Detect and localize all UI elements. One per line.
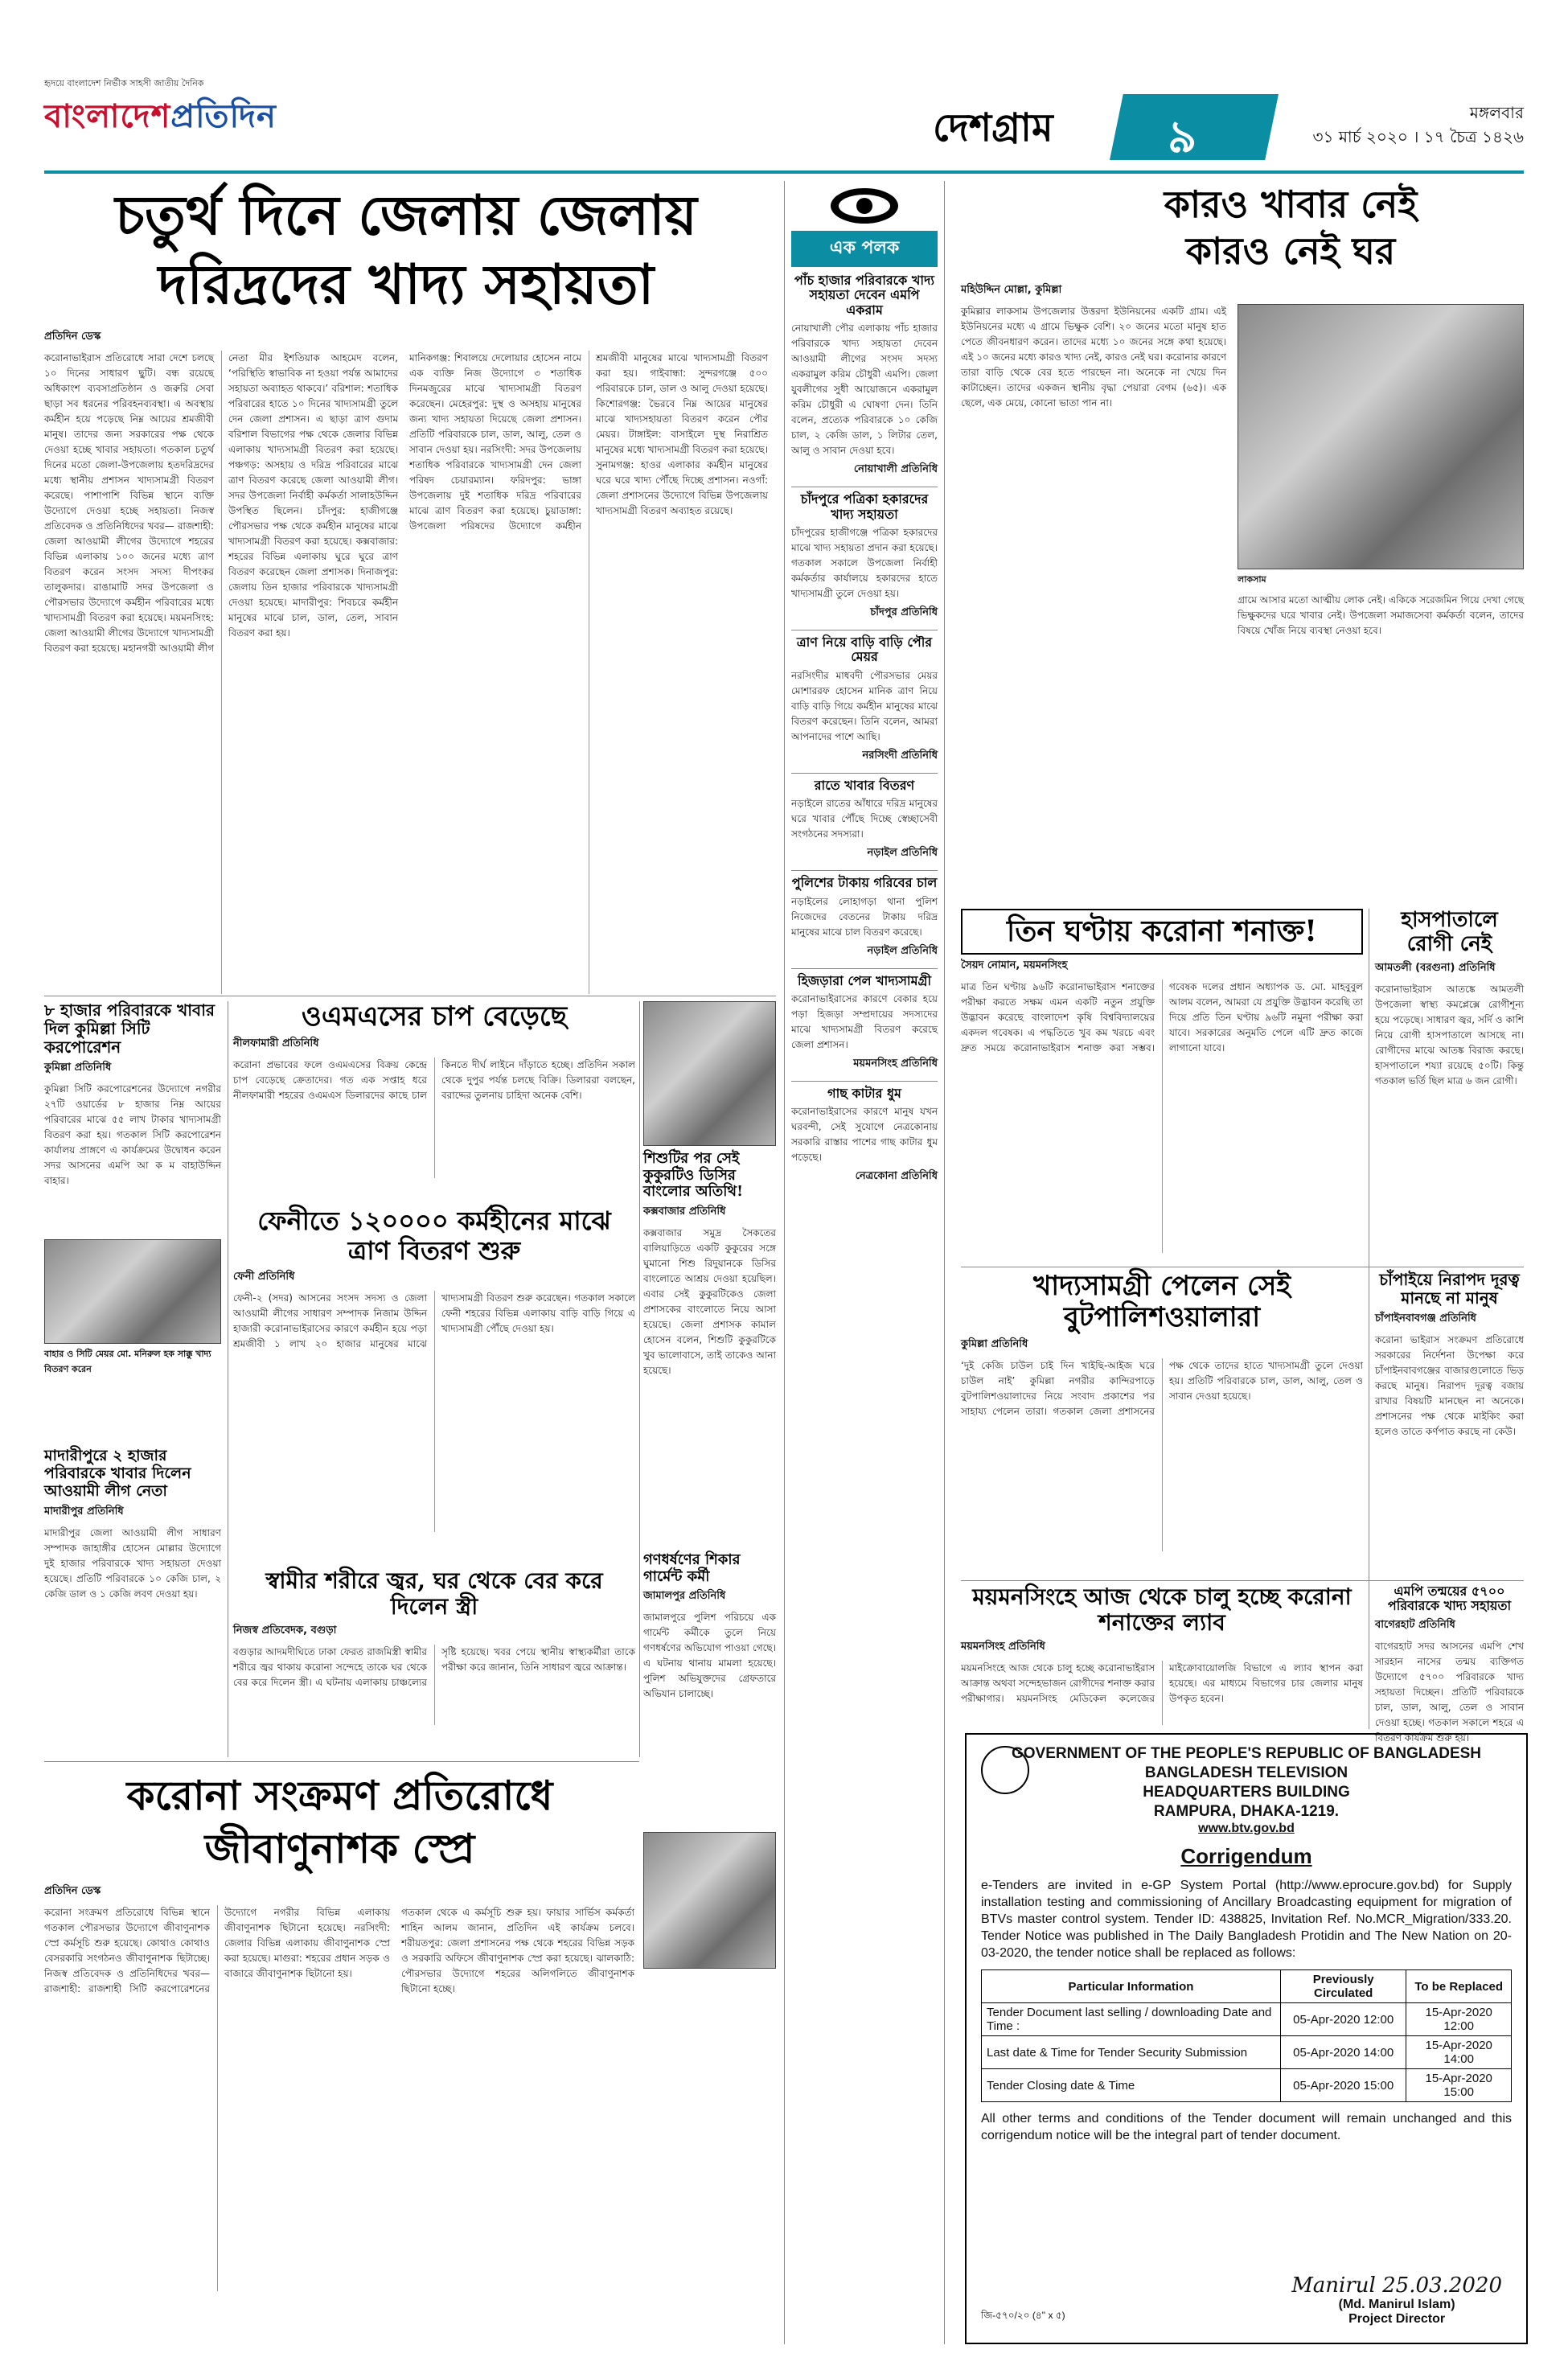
mymensingh-lab-byline: ময়মনসিংহ প্রতিনিধি bbox=[961, 1641, 1045, 1653]
corr-org-line3: HEADQUARTERS BUILDING bbox=[1143, 1784, 1350, 1801]
section-label: দেশগ্রাম bbox=[933, 105, 1053, 150]
corr-signer-title: Project Director bbox=[1348, 2312, 1446, 2326]
corona-test-body: মাত্র তিন ঘণ্টায় ৯৬টি করোনাভাইরাস শনাক্তের পরীক্ষা করতে সক্ষম এমন একটি নতুন প্রযুক্তি উদ্ভাবন করেছে বাংলাদেশ কৃষি বিশ্ববিদ্যালয়ের একদল গবেষক। এ পদ্ধতিতে খুব কম খরচে এবং দ্রুত সময়ে করোনাভাইরাস শনাক্ত করা সম্ভব। গবেষক দলের প্রধান অধ্যাপক ড. মো. মাহবুবুল আলম বলেন, আমরা যে প্রযুক্তি উদ্ভাবন করেছি তা দিয়ে প্রতি তিন ঘণ্টায় ৯৬টি নমুনা পরীক্ষা করা যাবে। সরকারের অনুমতি পেলে এটি দ্রুত কাজে লাগানো যাবে। bbox=[961, 981, 1363, 1054]
table-row: Tender Document last selling / downloading Date and Time : 05-Apr-2020 12:00 15-Apr-2020 12:00 bbox=[982, 2003, 1512, 2036]
mp5700-body: বাগেরহাট সদর আসনের এমপি শেখ সারহান নাসের তন্ময় ব্যক্তিগত উদ্যোগে ৫৭০০ পরিবারকে খাদ্য সহায়তা দিচ্ছেন। প্রতিটি পরিবারকে চাল, ডাল, আলু, তেল ও সাবান দেওয়া হচ্ছে। গতকাল সকালে শহরে এ বিতরণ কার্যক্রম শুরু হয়। bbox=[1375, 1640, 1524, 1744]
comilla-caption: বাহার ও সিটি মেয়র মো. মনিরুল হক সাক্কু খাদ্য বিতরণ করেন bbox=[44, 1349, 211, 1374]
feni-byline: ফেনী প্রতিনিধি bbox=[233, 1270, 295, 1283]
section-ribbon bbox=[876, 94, 1311, 163]
lead-headline: চতুর্থ দিনে জেলায় জেলায় দরিদ্রদের খাদ্য সহায়তা bbox=[115, 183, 697, 317]
corr-org-line4: RAMPURA, DHAKA-1219. bbox=[1153, 1803, 1340, 1820]
ekpolok-list bbox=[791, 273, 938, 1185]
corr-table bbox=[981, 1969, 1512, 2102]
weekday: মঙ্গলবার bbox=[1469, 103, 1524, 122]
ekpolok-item: ত্রাণ নিয়ে বাড়ি বাড়ি পৌর মেয়র নরসিংদীর মাধবদী পৌরসভার মেয়র মোশাররফ হোসেন মানিক ত্রাণ নিয়ে বাড়ি বাড়ি গিয়ে কর্মহীন মানুষের মাঝে বিতরণ করেছেন। তিনি বলেন, আমরা আপনাদের পাশে আছি। নরসিংদী প্রতিনিধি bbox=[791, 630, 938, 765]
comilla-byline: কুমিল্লা প্রতিনিধি bbox=[44, 1062, 112, 1074]
comilla-headline: ৮ হাজার পরিবারকে খাবার দিল কুমিল্লা সিটি করপোরেশন bbox=[44, 1000, 215, 1057]
garment-byline: জামালপুর প্রতিনিধি bbox=[643, 1590, 726, 1603]
mymensingh-lab-body: ময়মনসিংহে আজ থেকে চালু হচ্ছে করোনাভাইরাস আক্রান্ত অথবা সন্দেহভাজন রোগীদের শনাক্ত করার পরীক্ষাগার। ময়মনসিংহ মেডিকেল কলেজের মাইক্রোবায়োলজি বিভাগে এ ল্যাব স্থাপন করা হয়েছে। এর মাধ্যমে বিভাগের চার জেলার মানুষ উপকৃত হবেন। bbox=[961, 1662, 1363, 1705]
beggars-photo bbox=[1238, 304, 1524, 569]
corr-signer: (Md. Manirul Islam) bbox=[1338, 2298, 1455, 2311]
ekpolok-item: পাঁচ হাজার পরিবারকে খাদ্য সহায়তা দেবেন এমপি একরাম নোয়াখালী পৌর এলাকায় পাঁচ হাজার পরিবারকে খাদ্য সহায়তা দেবেন আওয়ামী লীগের সংসদ সদস্য একরামুল করিম চৌধুরী এমপি। জেলা যুবলীগের সুধী আয়োজনে একরামুল করিম চৌধুরী এ ঘোষণা দেন। তিনি বলেন, প্রত্যেক পরিবারকে ১০ কেজি চাল, ২ কেজি ডাল, ১ লিটার তেল, আলু ও সাবান দেওয়া হবে। নোয়াখালী প্রতিনিধি bbox=[791, 273, 938, 476]
madaripur-article bbox=[44, 1448, 221, 1753]
spray-headline: করোনা সংক্রমণ প্রতিরোধে জীবাণুনাশক স্প্রে bbox=[126, 1772, 553, 1872]
feni-article bbox=[233, 1206, 635, 1560]
corona-test-article bbox=[961, 909, 1363, 1263]
madaripur-body: মাদারীপুর জেলা আওয়ামী লীগ সাধারণ সম্পাদক জাহাঙ্গীর হোসেন মোল্লার উদ্যোগে দুই হাজার পরিবারকে খাদ্য সহায়তা দেওয়া হয়েছে। প্রতিটি পরিবারকে ১০ কেজি চাল, ২ কেজি ডাল ও ১ কেজি লবণ দেওয়া হয়। bbox=[44, 1526, 221, 1600]
garment-body: জামালপুরে পুলিশ পরিচয়ে এক গার্মেন্ট কর্মীকে তুলে নিয়ে গণধর্ষণের অভিযোগ পাওয়া গেছে। এ ঘটনায় থানায় মামলা হয়েছে। পুলিশ অভিযুক্তদের গ্রেফতারে অভিযান চালাচ্ছে। bbox=[643, 1612, 776, 1700]
oms-headline: ওএমএসের চাপ বেড়েছে bbox=[301, 1000, 568, 1033]
corr-th: To be Replaced bbox=[1406, 1970, 1512, 2003]
bootpolish-byline: কুমিল্লা প্রতিনিধি bbox=[961, 1338, 1028, 1351]
row-rule bbox=[961, 1580, 1524, 1581]
corr-title: Corrigendum bbox=[1180, 1844, 1312, 1868]
page-number: ৯ bbox=[1168, 110, 1197, 163]
mp5700-article bbox=[1375, 1583, 1524, 1744]
hospital-article bbox=[1375, 909, 1524, 1263]
comilla-photo bbox=[44, 1239, 221, 1344]
comilla-article bbox=[44, 1001, 221, 1444]
lead-body: করোনাভাইরাস প্রতিরোধে সারা দেশে চলছে ১০ দিনের সাধারণ ছুটি। বন্ধ রয়েছে অধিকাংশ ব্যবসাপ্রতিষ্ঠান ও জরুরি সেবা ছাড়া সব ধরনের পরিবহনব্যবস্থা। এ অবস্থায় কর্মহীন হয়ে পড়েছে নিম্ন আয়ের শ্রমজীবী মানুষ। তাদের জন্য সরকারের পক্ষ থেকে দেওয়া হচ্ছে খাবার সহায়তা। গতকাল চতুর্থ দিনের মতো জেলা-উপজেলায় হতদরিদ্রদের মধ্যে স্থানীয় প্রশাসন খাদ্যসামগ্রী বিতরণ করেছে। পাশাপাশি বিভিন্ন স্থানে ব্যক্তি উদ্যোগে দেওয়া হচ্ছে সহায়তা। নিজস্ব প্রতিবেদক ও প্রতিনিধিদের খবর— রাজশাহী: জেলা আওয়ামী লীগের উদ্যোগে শহরের বিভিন্ন এলাকায় ১০০ জনের মধ্যে ত্রাণ বিতরণ করেন সংসদ সদস্য দীপংকর তালুকদার। রাঙামাটি সদর উপজেলা ও পৌরসভার উদ্যোগে কর্মহীন পরিবারের মধ্যে খাদ্যসামগ্রী বিতরণ করা হয়েছে। ময়মনসিংহ: জেলা আওয়ামী লীগের উদ্যোগে খাদ্যসামগ্রী বিতরণ করা হয়েছে। মহানগরী আওয়ামী লীগ নেতা মীর ইশতিয়াক আহমেদ বলেন, ‘পরিস্থিতি স্বাভাবিক না হওয়া পর্যন্ত আমাদের সহায়তা অব্যাহত থাকবে।’ বরিশাল: শতাধিক পরিবারের হাতে ১০ দিনের খাদ্যসামগ্রী তুলে দেন জেলা প্রশাসন। এ ছাড়া ত্রাণ গুদাম বরিশাল বিভাগের পক্ষ থেকে জেলার বিভিন্ন এলাকায় খাদ্যসামগ্রী বিতরণ করা হয়েছে। পঞ্চগড়: অসহায় ও দরিদ্র পরিবারের মাঝে ত্রাণ বিতরণ করেছে জেলা আওয়ামী লীগ। সদর উপজেলা নির্বাহী কর্মকর্তা সালাহউদ্দিন উপস্থিত ছিলেন। চাঁদপুর: হাজীগঞ্জে পৌরসভার পক্ষ থেকে কর্মহীন মানুষের মাঝে খাদ্যসামগ্রী বিতরণ করা হয়েছে। কক্সবাজার: শহরের বিভিন্ন এলাকায় ঘুরে ঘুরে ত্রাণ বিতরণ করেছেন জেলা প্রশাসক। দিনাজপুর: জেলায় তিন হাজার পরিবারকে খাদ্যসামগ্রী দেওয়া হয়েছে। মাদারীপুর: শিবচরে কর্মহীন মানুষের মাঝে চাল, ডাল, তেল, সাবান বিতরণ করা হয়। bbox=[44, 352, 398, 654]
ekpolok-label: এক পলক bbox=[791, 231, 938, 267]
corr-org-line2: BANGLADESH TELEVISION bbox=[1144, 1764, 1348, 1781]
chapai-article bbox=[1375, 1271, 1524, 1576]
husband-byline: নিজস্ব প্রতিবেদক, বগুড়া bbox=[233, 1624, 337, 1637]
karo-khabar-body-2: গ্রামে আসার মতো আত্মীয় লোক নেই। একিকে সরেজমিন গিয়ে দেখা গেছে ভিক্ষুকদের ঘরে খাবার নেই। উপজেলা সমাজসেবা কর্মকর্তা বলেন, তাদের বিষয়ে খোঁজ নিয়ে ব্যবস্থা নেওয়া হবে। bbox=[1238, 594, 1524, 636]
bootpolish-body: ‘দুই কেজি চাউল চাই দিন খাইছি-আইজ ঘরে চাউল নাই’ কুমিল্লা নগরীর কান্দিরপাড়ে বুটপালিশওয়ালাদের নিয়ে সংবাদ প্রকাশের পর সাহায্য পেলেন তারা। গতকাল জেলা প্রশাসনের পক্ষ থেকে তাদের হাতে খাদ্যসামগ্রী তুলে দেওয়া হয়। প্রতিটি পরিবারকে চাল, ডাল, আলু, তেল ও সাবান দেওয়া হয়েছে। bbox=[961, 1360, 1363, 1418]
lead-byline: প্রতিদিন ডেস্ক bbox=[44, 331, 101, 343]
spray-body: করোনা সংক্রমণ প্রতিরোধে বিভিন্ন স্থানে গতকাল পৌরসভার উদ্যোগে জীবাণুনাশক স্প্রে কর্মসূচি শুরু হয়েছে। কোথাও কোথাও বেসরকারি সংগঠনও জীবাণুনাশক ছিটাচ্ছে। নিজস্ব প্রতিবেদক ও প্রতিনিধিদের খবর— রাজশাহী: রাজশাহী সিটি করপোরেশনের উদ্যোগে নগরীর বিভিন্ন এলাকায় জীবাণুনাশক ছিটানো হয়েছে। নরসিংদী: জেলার বিভিন্ন এলাকায় জীবাণুনাশক স্প্রে করা হয়েছে। মাগুরা: শহরের প্রধান সড়ক ও বাজারে জীবাণুনাশক ছিটানো হয়। bbox=[44, 1907, 390, 1994]
ekpolok-item: হিজড়ারা পেল খাদ্যসামগ্রী করোনাভাইরাসের কারণে বেকার হয়ে পড়া হিজড়া সম্প্রদায়ের সদস্যদের মাঝে খাদ্যসামগ্রী বিতরণ করেছে জেলা প্রশাসন। ময়মনসিংহ প্রতিনিধি bbox=[791, 968, 938, 1073]
eye-icon bbox=[828, 186, 901, 226]
ekpolok-column bbox=[784, 181, 945, 2344]
mymensingh-lab-article bbox=[961, 1584, 1363, 1729]
bootpolish-headline: খাদ্যসামগ্রী পেলেন সেই বুটপালিশওয়ালারা bbox=[1032, 1270, 1291, 1334]
corr-para1: e-Tenders are invited in e-GP System Portal (http://www.eprocure.gov.bd) for Supply installation testing and commissioning of Ancillary Broadcasting equipment for migration of BTVs master control system. Tender ID: 438825, Invitation Ref. No.MCR_Migration/333.20. Tender Notice was published in The Daily Bangladesh Protidin and The New Nation on 20-03-2020, the tender notice shall be replaced as follows: bbox=[981, 1879, 1512, 1960]
lead-body-2: মানিকগঞ্জ: শিবালয়ে দেলোয়ার হোসেন নামে এক ব্যক্তি নিজ উদ্যোগে ৩ শতাধিক দিনমজুরের মাঝে খাদ্যসামগ্রী বিতরণ করেছেন। মেহেরপুর: দুস্থ ও অসহায় মানুষের জন্য খাদ্য সহায়তা দিয়েছে জেলা প্রশাসন। প্রতিটি পরিবারকে চাল, ডাল, আলু, তেল ও সাবান দেওয়া হয়। নরসিংদী: সদর উপজেলায় শতাধিক পরিবারকে খাদ্যসামগ্রী দেন জেলা পরিষদ চেয়ারম্যান। ফরিদপুর: ভাঙ্গা উপজেলায় দুই শতাধিক দরিদ্র পরিবারের মাঝে ত্রাণ বিতরণ করা হয়েছে। চুয়াডাঙ্গা: উপজেলা পরিষদের উদ্যোগে কর্মহীন শ্রমজীবী মানুষের মাঝে খাদ্যসামগ্রী বিতরণ করা হয়। গাইবান্ধা: সুন্দরগঞ্জে ৫০০ পরিবারকে চাল, ডাল ও আলু দেওয়া হয়েছে। কিশোরগঞ্জ: ভৈরবে নিম্ন আয়ের মানুষের মাঝে খাদ্যসহায়তা বিতরণ করেন পৌর মেয়র। টাঙ্গাইল: বাসাইলে দুস্থ নিরাশ্রিত মানুষের মধ্যে খাদ্যসামগ্রী বিতরণ করা হয়েছে। সুনামগঞ্জ: হাওর এলাকার কর্মহীন মানুষের ঘরে ঘরে খাদ্য পৌঁছে দিচ্ছে প্রশাসন। নওগাঁ: জেলা প্রশাসনের উদ্যোগে বিভিন্ন উপজেলায় খাদ্যসামগ্রী বিতরণ অব্যাহত রয়েছে। bbox=[409, 352, 768, 532]
spray-article bbox=[44, 1769, 635, 2340]
corona-test-headline-box bbox=[961, 909, 1363, 955]
corr-code: জি-৫৭০/২০ (৪'' x ৫) bbox=[981, 2310, 1065, 2321]
comilla-body: কুমিল্লা সিটি করপোরেশনের উদ্যোগে নগরীর ২৭টি ওয়ার্ডের ৮ হাজার নিম্ন আয়ের পরিবারের মাঝে ৫৫ লাখ টাকার খাদ্যসামগ্রী বিতরণ করা হয়। গতকাল সিটি করপোরেশন কার্যালয় প্রাঙ্গণে এ কার্যক্রমের উদ্বোধন করেন সদর আসনের এমপি আ ক ম বাহাউদ্দিন বাহার। bbox=[44, 1083, 221, 1186]
column-rule bbox=[639, 1001, 640, 1757]
karo-khabar-article bbox=[961, 181, 1524, 905]
garment-headline: গণধর্ষণের শিকার গার্মেন্ট কর্মী bbox=[643, 1551, 741, 1585]
mymensingh-lab-headline: ময়মনসিংহে আজ থেকে চালু হচ্ছে করোনা শনাক্তের ল্যাব bbox=[972, 1583, 1352, 1637]
husband-headline: স্বামীর শরীরে জ্বর, ঘর থেকে বের করে দিলেন স্ত্রী bbox=[265, 1567, 603, 1620]
masthead-rule bbox=[44, 170, 1524, 174]
husband-body: বগুড়ার আদমদীঘিতে ঢাকা ফেরত রাজমিস্ত্রী স্বামীর শরীরে জ্বর থাকায় করোনা সন্দেহে তাকে ঘর থেকে বের করে দিলেন স্ত্রী। এ ঘটনায় এলাকায় চাঞ্চল্যের সৃষ্টি হয়েছে। খবর পেয়ে স্থানীয় স্বাস্থ্যকর্মীরা তাকে পরীক্ষা করে জানান, তিনি সাধারণ জ্বরে আক্রান্ত। bbox=[233, 1646, 635, 1689]
chapai-headline: চাঁপাইয়ে নিরাপদ দূরত্ব মানছে না মানুষ bbox=[1379, 1270, 1520, 1308]
corr-sign-block bbox=[1291, 2273, 1502, 2327]
kukur-body: কক্সবাজার সমুদ্র সৈকতের বালিয়াড়িতে একটি কুকুরের সঙ্গে ঘুমানো শিশু রিদুয়ানকে ডিসির বাংলোতে আশ্রয় দেওয়া হয়েছিল। এবার সেই কুকুরটিকেও জেলা প্রশাসকের বাংলোতে নিয়ে আসা হয়েছে। জেলা প্রশাসক কামাল হোসেন বলেন, শিশুটি কুকুরটিকে খুব ভালোবাসে, তাই তাকেও আনা হয়েছে। bbox=[643, 1227, 776, 1377]
corrigendum-notice bbox=[965, 1733, 1528, 2344]
ekpolok-item: গাছ কাটার ধুম করোনাভাইরাসের কারণে মানুষ যখন ঘরবন্দী, সেই সুযোগে নেত্রকোনায় সরকারি রাস্তার পাশের গাছ কাটার ধুম পড়েছে। নেত্রকোনা প্রতিনিধি bbox=[791, 1081, 938, 1185]
date-block bbox=[1312, 101, 1524, 149]
husband-article bbox=[233, 1568, 635, 1753]
corr-para2: All other terms and conditions of the Tender document will remain unchanged and this corrigendum notice will be the integral part of tender document. bbox=[981, 2112, 1512, 2142]
oms-body: করোনা প্রভাবের ফলে ওএমএসের বিক্রয় কেন্দ্রে চাপ বেড়েছে ক্রেতাদের। গত এক সপ্তাহ ধরে নীলফামারী শহরের ওএমএস ডিলারদের কাছে চাল কিনতে দীর্ঘ লাইনে দাঁড়াতে হচ্ছে। প্রতিদিন সকাল থেকে দুপুর পর্যন্ত চলছে বিক্রি। ডিলাররা বলছেন, বরাদ্দের তুলনায় চাহিদা অনেক বেশি। bbox=[233, 1059, 635, 1102]
table-row: Last date & Time for Tender Security Submission 05-Apr-2020 14:00 15-Apr-2020 14:00 bbox=[982, 2036, 1512, 2069]
mp5700-headline: এমপি তন্ময়ের ৫৭০০ পরিবারকে খাদ্য সহায়তা bbox=[1387, 1583, 1512, 1614]
row-rule bbox=[44, 1761, 639, 1762]
ekpolok-item: পুলিশের টাকায় গরিবের চাল নড়াইলের লোহাগড়া থানা পুলিশ নিজেদের বেতনের টাকায় দরিদ্র মানুষের মাঝে চাল বিতরণ করেছে। নড়াইল প্রতিনিধি bbox=[791, 870, 938, 959]
corona-test-byline: সৈয়দ নোমান, ময়মনসিংহ bbox=[961, 959, 1068, 972]
karo-khabar-headline: কারও খাবার নেই কারও নেই ঘর bbox=[1164, 183, 1418, 273]
newspaper-logo bbox=[44, 76, 334, 165]
madaripur-headline: মাদারীপুরে ২ হাজার পরিবারকে খাবার দিলেন আওয়ামী লীগ নেতা bbox=[44, 1447, 191, 1500]
spray-byline: প্রতিদিন ডেস্ক bbox=[44, 1885, 101, 1897]
oms-article bbox=[233, 1001, 635, 1202]
table-row: Tender Closing date & Time 05-Apr-2020 15:00 15-Apr-2020 15:00 bbox=[982, 2069, 1512, 2102]
hospital-byline: আমতলী (বরগুনা) প্রতিনিধি bbox=[1375, 961, 1496, 974]
bootpolish-article bbox=[961, 1271, 1363, 1576]
kukur-byline: কক্সবাজার প্রতিনিধি bbox=[643, 1205, 726, 1218]
garment-photo bbox=[643, 1832, 776, 1969]
madaripur-byline: মাদারীপুর প্রতিনিধি bbox=[44, 1505, 124, 1518]
corr-url[interactable]: www.btv.gov.bd bbox=[1198, 1822, 1295, 1835]
ekpolok-item: চাঁদপুরে পত্রিকা হকারদের খাদ্য সহায়তা চাঁদপুরের হাজীগঞ্জে পত্রিকা হকারদের মাঝে খাদ্য সহায়তা প্রদান করা হয়েছে। গতকাল সকালে উপজেলা নির্বাহী কর্মকর্তার কার্যালয়ে হকারদের হাতে খাদ্যসামগ্রী তুলে দেওয়া হয়। চাঁদপুর প্রতিনিধি bbox=[791, 487, 938, 622]
chapai-body: করোনা ভাইরাস সংক্রমণ প্রতিরোধে সরকারের নির্দেশনা উপেক্ষা করে চাঁপাইনবাবগঞ্জের বাজারগুলোতে ভিড় করছে মানুষ। নিরাপদ দূরত্ব বজায় রাখার বিষয়টি মানছেন না অনেকে। প্রশাসনের পক্ষ থেকে মাইকিং করা হলেও তাতে কর্ণপাত করছে না কেউ। bbox=[1375, 1334, 1524, 1437]
corr-th: Previously Circulated bbox=[1280, 1970, 1406, 2003]
karo-khabar-byline: মহিউদ্দিন মোল্লা, কুমিল্লা bbox=[961, 284, 1062, 296]
kukur-headline: শিশুটির পর সেই কুকুরটিও ডিসির বাংলোর অতিথি! bbox=[643, 1150, 743, 1201]
spray-body-2: গতকাল থেকে এ কর্মসূচি শুরু হয়। ফায়ার সার্ভিস কর্মকর্তা শাহিন আলম জানান, প্রতিদিন এই কার্যক্রম চলবে। শরীয়তপুর: জেলা প্রশাসনের পক্ষ থেকে শহরের বিভিন্ন সড়ক ও সরকারি অফিসে জীবাণুনাশক স্প্রে করা হয়েছে। ঝালকাঠি: পৌরসভার উদ্যোগে শহরের অলিগলিতে জীবাণুনাশক ছিটানো হচ্ছে। bbox=[401, 1907, 634, 1994]
mp5700-byline: বাগেরহাট প্রতিনিধি bbox=[1375, 1618, 1455, 1631]
hospital-body: করোনাভাইরাস আতঙ্কে আমতলী উপজেলা স্বাস্থ্য কমপ্লেক্সে রোগীশূন্য হয়ে পড়েছে। সাধারণ জ্বর, সর্দি ও কাশি নিয়ে রোগী হাসপাতালে আসছে না। রোগীদের মাঝে আতঙ্ক বিরাজ করছে। হাসপাতালে শয্যা রয়েছে ৫০টি। কিন্তু গতকাল ভর্তি ছিল মাত্র ৬ জন রোগী। bbox=[1375, 983, 1524, 1086]
lead-article bbox=[44, 181, 768, 993]
garment-article bbox=[643, 1552, 776, 2340]
kukur-article bbox=[643, 1001, 776, 1548]
feni-headline: ফেনীতে ১২০০০০ কর্মহীনের মাঝে ত্রাণ বিতরণ শুরু bbox=[257, 1205, 611, 1266]
tagline: হৃদয়ে বাংলাদেশ নির্ভীক সাহসী জাতীয় দৈনিক bbox=[44, 78, 204, 88]
karo-khabar-body: কুমিল্লার লাকসাম উপজেলার উত্তরদা ইউনিয়নের একটি গ্রাম। এই ইউনিয়নের মধ্যে এ গ্রামে ভিক্ষুক বেশি। ২০ জনের মতো মানুষ হাত পেতে জীবনধারণ করেন। তাদের মধ্যে ১০ জনের সঙ্গে কথা হয়েছে। এই ১০ জনের মধ্যে কারও খাদ্য নেই, কারও নেই ঘর। করোনার কারণে তারা বাড়ি থেকে বের হতে পারছেন না। অনেকে না খেয়ে দিন কাটাচ্ছেন। তাদের একজন স্থানীয় বৃদ্ধা পেয়ারা বেগম (৬৫)। এক ছেলে, এক মেয়ে, কোনো ভাতা পান না। bbox=[961, 306, 1226, 409]
feni-body: ফেনী-২ (সদর) আসনের সংসদ সদস্য ও জেলা আওয়ামী লীগের সাধারণ সম্পাদক নিজাম উদ্দিন হাজারী করোনাভাইরাসের কারণে কর্মহীন হয়ে পড়া শ্রমজীবী ১ লাখ ২০ হাজার মানুষের মাঝে খাদ্যসামগ্রী বিতরণ শুরু করেছেন। গতকাল সকালে ফেনী শহরের বিভিন্ন এলাকায় বাড়ি বাড়ি গিয়ে এ খাদ্যসামগ্রী পৌঁছে দেওয়া হয়। bbox=[233, 1292, 635, 1349]
logo-part1: বাংলাদেশ bbox=[44, 97, 171, 135]
karo-khabar-photo-credit: লাকসাম bbox=[1238, 574, 1266, 585]
logo-part2: প্রতিদিন bbox=[170, 97, 277, 135]
corona-test-headline: তিন ঘণ্টায় করোনা শনাক্ত! bbox=[1007, 914, 1317, 948]
btv-emblem bbox=[981, 1746, 1029, 1794]
issue-date: ৩১ মার্চ ২০২০ । ১৭ চৈত্র ১৪২৬ bbox=[1312, 127, 1524, 146]
dog-child-photo bbox=[643, 1001, 776, 1146]
masthead bbox=[44, 76, 1524, 165]
corr-th: Particular Information bbox=[982, 1970, 1281, 2003]
corr-org-line1: GOVERNMENT OF THE PEOPLE'S REPUBLIC OF BANGLADESH bbox=[1011, 1745, 1482, 1762]
ekpolok-item: রাতে খাবার বিতরণ নড়াইলে রাতের আঁধারে দরিদ্র মানুষের ঘরে খাবার পৌঁছে দিচ্ছে স্বেচ্ছাসেবী সংগঠনের সদস্যরা। নড়াইল প্রতিনিধি bbox=[791, 773, 938, 862]
signature: Manirul 25.03.2020 bbox=[1291, 2273, 1502, 2298]
chapai-byline: চাঁপাইনবাবগঞ্জ প্রতিনিধি bbox=[1375, 1312, 1476, 1325]
hospital-headline: হাসপাতালে রোগী নেই bbox=[1401, 908, 1498, 956]
oms-byline: নীলফামারী প্রতিনিধি bbox=[233, 1037, 319, 1050]
